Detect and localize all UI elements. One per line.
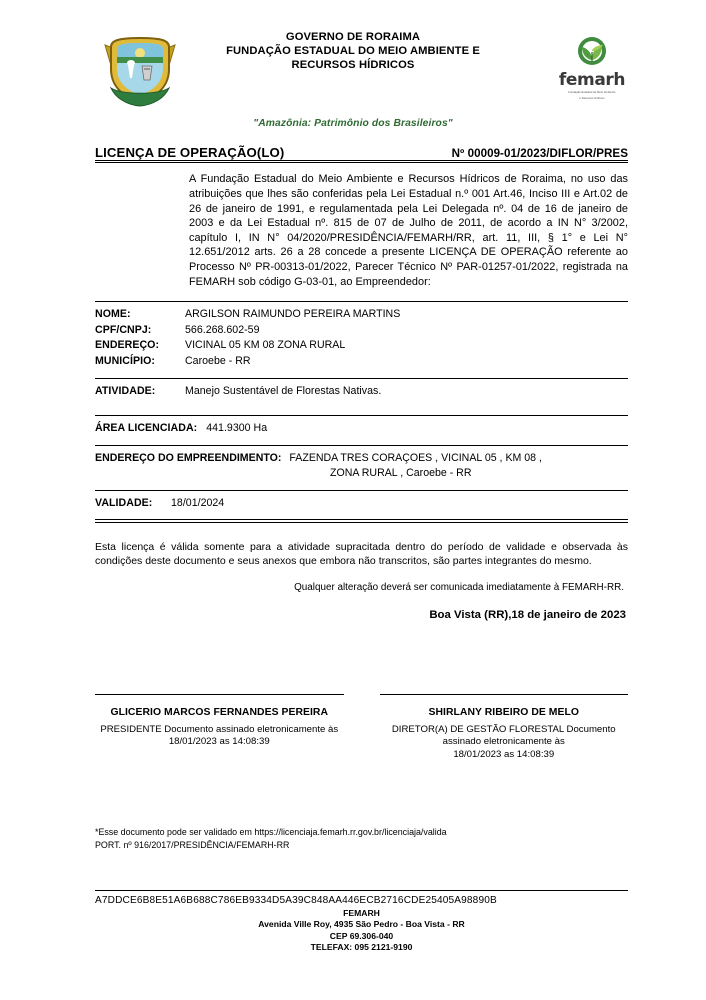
org-line-3: RECURSOS HÍDRICOS [291,59,415,72]
double-rule [95,519,628,522]
footer-cep: CEP 69.306-040 [329,930,394,941]
holder-address-label: ENDEREÇO: [95,339,160,352]
intro-paragraph: A Fundação Estadual do Meio Ambiente e Recursos Hídricos de Roraima, no uso das atribuições que lhes são conferidas pela Lei Estadual n.º 001 Art.46, Inciso III e Art.02 de 26 de janeiro de 1991, e regulamentada pela Lei Delegada nº. 04 de 16 de janeiro de 2003 e da Lei Estadual nº. 815 de 07 de Julho de 2011, de acordo a IN N° 3/2002, capítulo I, IN N° 04/2020/PRESIDÊNCIA/FEMARH/RR, art. 11, III, § 1° e Lei N° 12.651/2012 arts. 26 a 28 concede a presente LICENÇA DE OPERAÇÃO referente ao Processo Nº PR-00313-01/2022, Parecer Técnico Nº PAR-01257-01/2022, registrada na FEMARH sob código G-03-01, ao Empreendedor: [189,173,628,288]
footer-address: Avenida Ville Roy, 4935 São Pedro - Boa Vista - RR [258,919,465,930]
holder-name-value: ARGILSON RAIMUNDO PEREIRA MARTINS [185,308,401,321]
area-block [0,416,706,437]
holder-address-value: VICINAL 05 KM 08 ZONA RURAL [185,339,346,352]
closing-note: Qualquer alteração deverá ser comunicada imediatamente à FEMARH-RR. [294,582,624,594]
holder-municipality-value: Caroebe - RR [185,354,251,367]
enterprise-address-line1: FAZENDA TRES CORAÇOES , VICINAL 05 , KM 08 , [289,451,542,464]
ordinance-line: PORT. nº 916/2017/PRESIDÊNCIA/FEMARH-RR [95,839,290,850]
activity-block [0,379,706,400]
closing-paragraph: Esta licença é válida somente para a atividade supracitada dentro do período de validade e observada às condições deste documento e seus anexos que embora não transcritos, são partes integrantes do mesmo. [95,540,628,568]
area-label: ÁREA LICENCIADA: [95,422,198,435]
rule-below-title [0,160,706,163]
signature-rules [95,694,628,695]
femarh-leaf-icon [569,36,615,66]
signature-columns [95,706,628,761]
validation-footnote [0,826,706,851]
signature-area [0,694,706,761]
validity-label: VALIDADE: [95,496,153,509]
holder-cpf-label: CPF/CNPJ: [95,323,152,336]
org-line-1: GOVERNO DE RORAIMA [285,31,421,43]
validation-url-line: *Esse documento pode ser validado em https://licenciaja.femarh.rr.gov.br/licenciaja/valida [95,827,447,837]
femarh-subtitle-2: e Recursos Hídricos [579,96,605,100]
area-row [95,421,628,437]
signatory-name: GLICERIO MARCOS FERNANDES PEREIRA [110,707,329,718]
holder-cpf-row [95,323,628,339]
place-and-date: Boa Vista (RR),18 de janeiro de 2023 [429,609,626,622]
activity-value: Manejo Sustentável de Florestas Nativas. [185,384,382,397]
signatory-timestamp: 18/01/2023 as 14:08:39 [453,748,555,760]
femarh-wordmark: femarh [558,70,626,90]
validity-block [0,491,706,512]
holder-municipality-label: MUNICÍPIO: [95,354,155,367]
tagline: "Amazônia: Patrimônio dos Brasileiros" [253,118,453,129]
signatory-name: SHIRLANY RIBEIRO DE MELO [428,707,580,718]
activity-label: ATIVIDADE: [95,384,156,397]
document-footer [0,890,706,954]
rule-below-validity [0,519,706,522]
signature-block-director [380,706,629,761]
roraima-coat-of-arms-icon [98,33,182,109]
document-type-title: LICENÇA DE OPERAÇÃO(LO) [95,145,285,160]
enterprise-address-row [95,451,628,466]
activity-row [95,384,628,400]
femarh-subtitle-1: Fundação Estadual do Meio Ambiente [568,91,616,94]
signatory-role: DIRETOR(A) DE GESTÃO FLORESTAL Documento assinado eletronicamente às [391,724,616,748]
holder-address-row [95,338,628,354]
holder-block [0,302,706,369]
femarh-logo [556,36,628,104]
signatory-timestamp: 18/01/2023 as 14:08:39 [168,736,270,748]
enterprise-address-block [0,446,706,482]
signature-block-president [95,706,344,761]
footer-org: FEMARH [343,908,380,918]
document-header [0,0,706,108]
org-line-2: FUNDAÇÃO ESTADUAL DO MEIO AMBIENTE E [226,45,480,58]
enterprise-address-label: ENDEREÇO DO EMPREENDIMENTO: [95,451,282,464]
signature-line-right [380,694,629,695]
footer-telefax: TELEFAX: 095 2121-9190 [310,942,413,953]
holder-name-row [95,307,628,323]
enterprise-address-line2: ZONA RURAL , Caroebe - RR [330,467,472,480]
document-hash: A7DDCE6B8E51A6B688C786EB9334D5A39C848AA446ECB2716CDE25405A98890B [95,895,497,906]
rule-above-hash [95,890,628,891]
signatory-role: PRESIDENTE Documento assinado eletronicamente às [100,724,339,735]
area-value: 441.9300 Ha [206,422,268,435]
validity-value: 18/01/2024 [171,496,225,509]
holder-cpf-value: 566.268.602-59 [185,323,260,336]
holder-municipality-row [95,354,628,370]
title-row [0,145,706,160]
signature-line-left [95,694,344,695]
validity-row [95,496,628,512]
document-number: Nº 00009-01/2023/DIFLOR/PRES [451,147,628,160]
double-rule [95,160,628,163]
holder-name-label: NOME: [95,308,131,321]
